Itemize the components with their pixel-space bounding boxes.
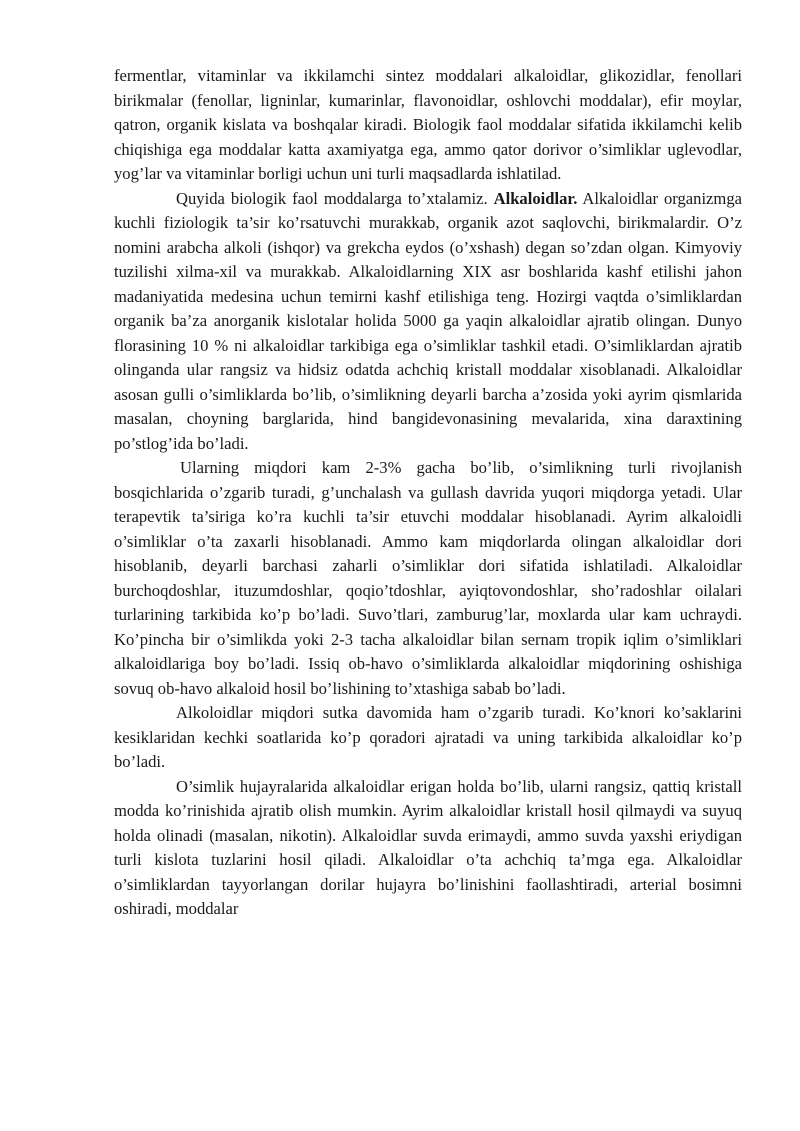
paragraph-intro-continuation: fermentlar, vitaminlar va ikkilamchi sintez moddalari alkaloidlar, glikozidlar, fenollari birikmalar (fenollar, ligninlar, kumarinlar, flavonoidlar, oshlovchi moddalar), efir moylar, qatron, organik kislata va boshqalar kiradi. Biologik faol moddalar sifatida ikkilamchi kelib chiqishiga ega moddalar katta axamiyatga ega, ammo qator dorivor o’simliklar uglevodlar, yog’lar va vitaminlar borligi uchun uni turli maqsadlarda ishlatilad. <box>114 66 742 183</box>
paragraph-properties: O’simlik hujayralarida alkaloidlar erigan holda bo’lib, ularni rangsiz, qattiq kristall modda ko’rinishida ajratib olish mumkin. Ayrim alkaloidlar kristall hosil qilmaydi va suyuq holda olinadi (masalan, nikotin). Alkaloidlar suvda erimaydi, ammo suvda yaxshi eriydigan turli kislota tuzlarini hosil qiladi. Alkaloidlar o’ta achchiq ta’mga ega. Alkaloidlar o’simliklardan tayyorlangan dorilar hujayra bo’linishini faollashtiradi, arterial bosimni oshiradi, moddalar <box>114 776 742 918</box>
section-heading-alkaloids: Alkaloidlar. <box>493 188 578 208</box>
paragraph-alkaloids-definition <box>114 187 742 457</box>
paragraph-text: Alkaloidlar organizmga kuchli fiziologik ta’sir ko’rsatuvchi murakkab, organik azot saqlovchi, birikmalardir. O’z nomini arabcha alkoli (ishqor) va grekcha eydos (o’xshash) degan so’zdan olgan. Kimyoviy tuzilishi xilma-xil va murakkab. Alkaloidlarning XIX asr boshlarida kashf etilishi jahon madaniyatida medesina uchun temirni kashf etilishiga teng. Hozirgi vaqtda o’simliklardan organik ba’za anorganik kislotalar holida 5000 ga yaqin alkaloidlar ajratib olingan. Dunyo florasining 10 % ni alkaloidlar tarkibiga ega o’simliklar tashkil etadi. O’simliklardan ajratib olinganda ular rangsiz va hidsiz odatda achchiq kristall moddalar xisoblanadi. Alkaloidlar asosan gulli o’simliklarda bo’lib, o’simlikning deyarli barcha a’zosida yoki ayrim qismlarida masalan, choyning barglarida, hind bangidevonasining mevalarida, xina daraxtining po’stlog’ida bo’ladi. <box>114 188 742 453</box>
paragraph-daily-variation: Alkoloidlar miqdori sutka davomida ham o’zgarib turadi. Ko’knori ko’saklarini kesiklaridan kechki soatlarida ko’p qoradori ajratadi va uning tarkibida alkaloidlar ko’p bo’ladi. <box>114 703 742 771</box>
paragraph-text: Quyida biologik faol moddalarga to’xtalamiz. <box>176 188 494 208</box>
paragraph-alkaloid-content: Ularning miqdori kam 2-3% gacha bo’lib, o’simlikning turli rivojlanish bosqichlarida o’zgarib turadi, g’unchalash va gullash davrida yuqori miqdorga yetadi. Ular terapevtik ta’siriga ko’ra kuchli ta’sir etuvchi moddalar hisoblanadi. Ayrim alkaloidli o’simliklar o’ta zaxarli hisoblanadi. Ammo kam miqdorlarda olingan alkaloidlar dori hisoblanib, deyarli barchasi zaharli o’simliklar dori sifatida ishlatiladi. Alkaloidlar burchoqdoshlar, ituzumdoshlar, qoqio’tdoshlar, ayiqtovondoshlar, sho’radoshlar oilalari turlarining tarkibida ko’p bo’ladi. Suvo’tlari, zamburug’lar, moxlarda ular kam uchraydi. Ko’pincha bir o’simlikda yoki 2-3 tacha alkaloidlar bilan sernam tropik iqlim o’simliklari alkaloidlariga boy bo’ladi. Issiq ob-havo o’simliklarda alkaloidlar miqdorining oshishiga sovuq ob-havo alkaloid hosil bo’lishining to’xtashiga sabab bo’ladi. <box>114 458 742 698</box>
document-page <box>114 64 742 922</box>
